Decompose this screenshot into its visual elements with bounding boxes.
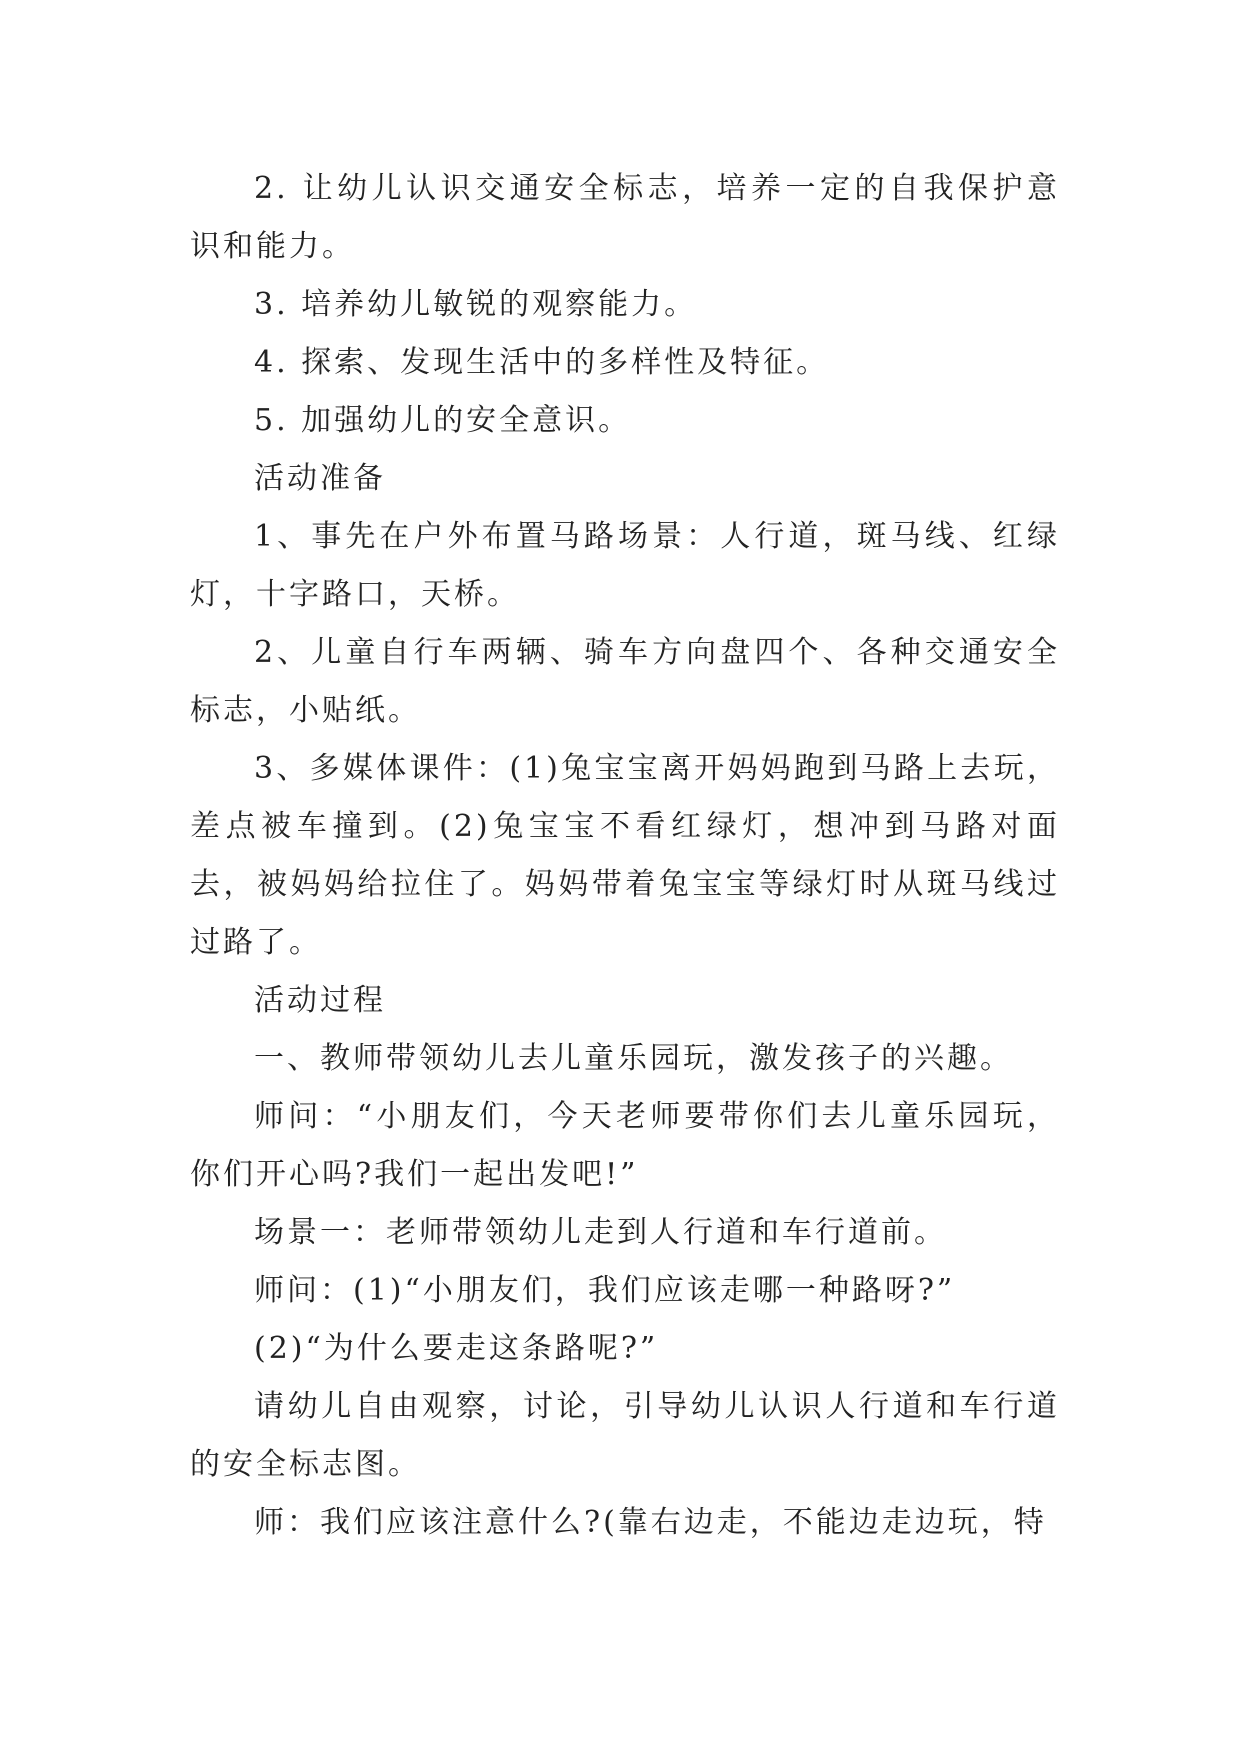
paragraph-scene-1: 场景一：老师带领幼儿走到人行道和车行道前。 [254, 1215, 947, 1250]
paragraph-goal-2: 2. 让幼儿认识交通安全标志，培养一定的自我保护意识和能力。 [190, 171, 1060, 264]
paragraph-prep-2: 2、儿童自行车两辆、骑车方向盘四个、各种交通安全标志，小贴纸。 [190, 635, 1060, 728]
document-body [190, 160, 1060, 1552]
paragraph-goal-5: 5. 加强幼儿的安全意识。 [254, 403, 632, 438]
paragraph-teacher-question-2: 师问：(1)“小朋友们，我们应该走哪一种路呀?” [254, 1273, 956, 1308]
paragraph-prep-3: 3、多媒体课件：(1)兔宝宝离开妈妈跑到马路上去玩，差点被车撞到。(2)兔宝宝不看红绿灯，想冲到马路对面去，被妈妈给拉住了。妈妈带着兔宝宝等绿灯时从斑马线过过路了。 [190, 751, 1060, 960]
section-heading-process: 活动过程 [254, 983, 386, 1018]
paragraph-observe: 请幼儿自由观察，讨论，引导幼儿认识人行道和车行道的安全标志图。 [190, 1389, 1060, 1482]
paragraph-teacher-question-1: 师问：“小朋友们，今天老师要带你们去儿童乐园玩，你们开心吗?我们一起出发吧!” [190, 1099, 1060, 1192]
paragraph-teacher-question-3: (2)“为什么要走这条路呢?” [254, 1331, 659, 1366]
paragraph-process-1: 一、教师带领幼儿去儿童乐园玩，激发孩子的兴趣。 [254, 1041, 1013, 1076]
paragraph-goal-3: 3. 培养幼儿敏锐的观察能力。 [254, 287, 698, 322]
paragraph-teacher-note: 师：我们应该注意什么?(靠右边走，不能边走边玩，特 [254, 1505, 1047, 1540]
paragraph-prep-1: 1、事先在户外布置马路场景：人行道，斑马线、红绿灯，十字路口，天桥。 [190, 519, 1060, 612]
section-heading-preparation: 活动准备 [254, 461, 386, 496]
paragraph-goal-4: 4. 探索、发现生活中的多样性及特征。 [254, 345, 830, 380]
